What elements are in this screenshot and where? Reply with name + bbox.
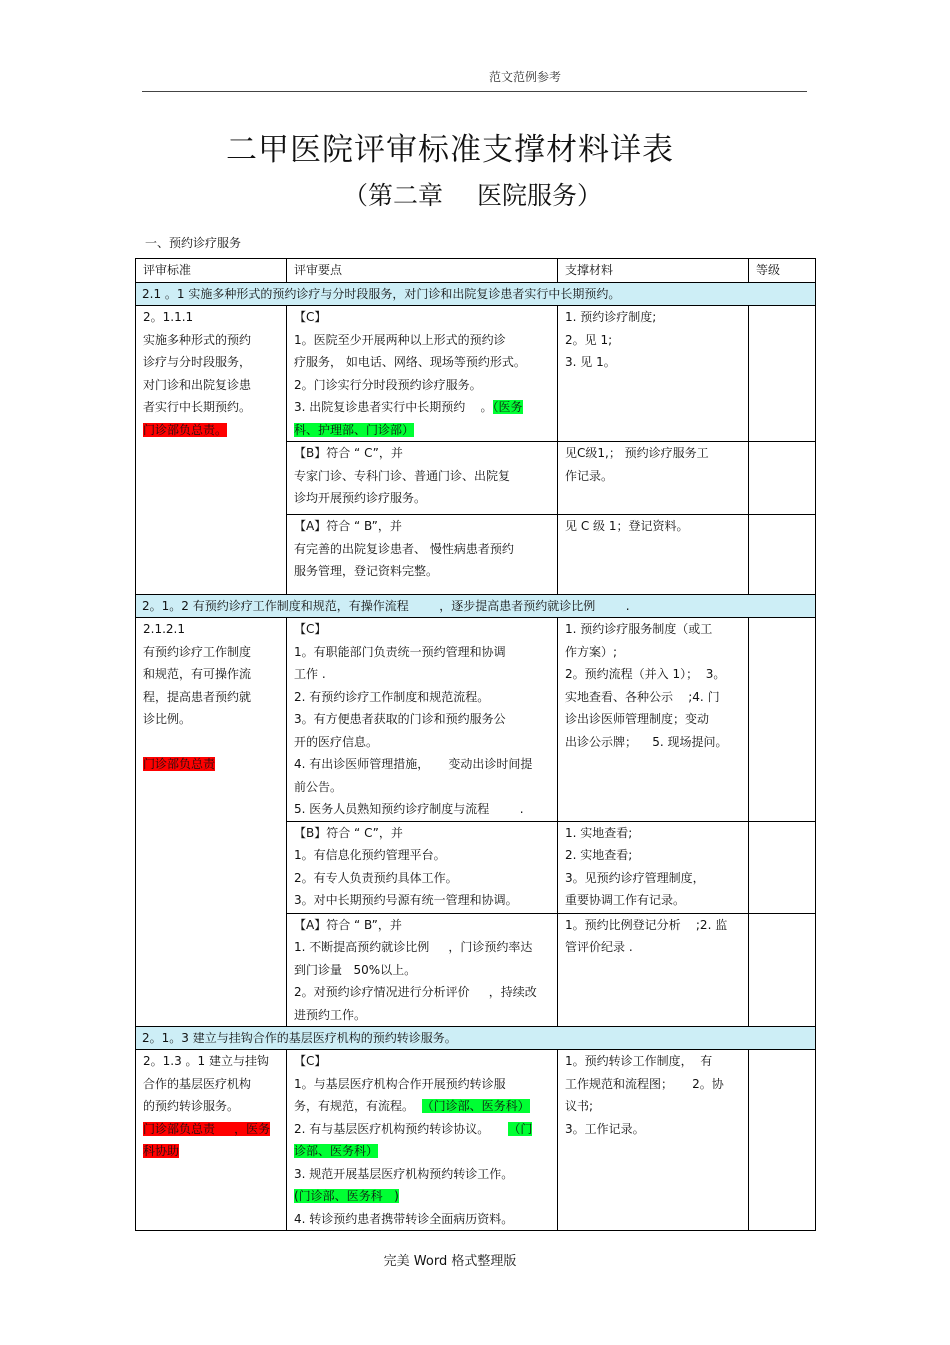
- materials-cell: 1。预约比例登记分析 ;2. 监 管评价纪录 .: [558, 913, 749, 1027]
- page-header-note: 范文范例参考: [488, 70, 561, 84]
- key-points-cell: 【A】符合 “ B”，并 1. 不断提高预约就诊比例 ，门诊预约率达 到门诊量 50%以上。 2。对预约诊疗情况进行分析评价 ，持续改 进预约工作。: [287, 913, 558, 1027]
- level-cell: [749, 821, 816, 913]
- department-tag: (门诊部、医务科 ): [294, 1189, 399, 1203]
- materials-cell: 1. 预约诊疗制度; 2。见 1; 3. 见 1。: [558, 306, 749, 442]
- header-criteria: 评审标准: [136, 259, 287, 283]
- standard-row-3: [136, 1027, 816, 1050]
- standards-table: [135, 258, 816, 1231]
- materials-cell: 1. 实地查看; 2. 实地查看; 3。见预约诊疗管理制度， 重要协调工作有记录。: [558, 821, 749, 913]
- table-row: [136, 618, 816, 822]
- key-points-cell: 【B】符合 “ C”，并 1。有信息化预约管理平台。 2。有专人负责预约具体工作。 3。对中长期预约号源有统一管理和协调。: [287, 821, 558, 913]
- key-points-cell: 【C】 1。有职能部门负责统一预约管理和协调 工作 . 2. 有预约诊疗工作制度和规范流程。 3。有方便患者获取的门诊和预约服务公 开的医疗信息。 4. 有出诊医师管理措施， 变动出诊时间提 前公告。 5. 医务人员熟知预约诊疗制度与流程 .: [287, 618, 558, 822]
- key-points-cell: 【B】符合 “ C”，并 专家门诊、专科门诊、普通门诊、出院复 诊均开展预约诊疗服务。: [287, 442, 558, 515]
- department-tag: 诊部、医务科）: [294, 1144, 379, 1158]
- page-title: 二甲医院评审标准支撑材料详表: [226, 132, 674, 168]
- level-cell: [749, 442, 816, 515]
- materials-cell: 见C级1,； 预约诊疗服务工 作记录。: [558, 442, 749, 515]
- header-divider: [142, 91, 807, 92]
- standard-row-1: [136, 283, 816, 306]
- responsibility-tag: 科协助: [143, 1144, 180, 1158]
- department-tag: 科、护理部、门诊部）: [294, 422, 415, 437]
- key-points-cell: 【C】 1。与基层医疗机构合作开展预约转诊服 务，有规范，有流程。 （门诊部、医务科） 2. 有与基层医疗机构预约转诊协议。 （门 诊部、医务科） 3. 规范开展基层医疗机构预约转诊工作。 (门诊部、医务科 ) 4. 转诊预约患者携带转诊全面病历资料。: [287, 1050, 558, 1231]
- department-tag: （门诊部、医务科）: [421, 1099, 530, 1113]
- responsibility-tag: 门诊部负总责 ，医务: [143, 1121, 271, 1136]
- level-cell: [749, 515, 816, 595]
- page-footer-note: 完美 Word 格式整理版: [383, 1254, 517, 1269]
- standard-text: 2.1 。1 实施多种形式的预约诊疗与分时段服务，对门诊和出院复诊患者实行中长期预约。: [136, 283, 816, 306]
- responsibility-tag: 门诊部负总责: [143, 757, 216, 771]
- table-row: [136, 306, 816, 442]
- section-heading: 一、预约诊疗服务: [145, 236, 242, 250]
- department-tag: （门: [508, 1121, 533, 1136]
- table-row: [136, 1050, 816, 1231]
- level-cell: [749, 913, 816, 1027]
- materials-cell: 1。预约转诊工作制度， 有 工作规范和流程图； 2。协 议书; 3。工作记录。: [558, 1050, 749, 1231]
- standard-text: 2。1。3 建立与挂钩合作的基层医疗机构的预约转诊服务。: [136, 1027, 816, 1050]
- department-tag: （医务: [492, 400, 523, 414]
- key-points-cell: 【C】 1。医院至少开展两种以上形式的预约诊 疗服务， 如电话、网络、现场等预约形式。 2。门诊实行分时段预约诊疗服务。 3. 出院复诊患者实行中长期预约 。（医务 科、护理部、门诊部）: [287, 306, 558, 442]
- standard-row-2: [136, 595, 816, 618]
- key-points-cell: 【A】符合 “ B”，并 有完善的出院复诊患者、 慢性病患者预约 服务管理，登记资料完整。: [287, 515, 558, 595]
- criteria-cell: 2.1.2.1 有预约诊疗工作制度 和规范，有可操作流 程，提高患者预约就 诊比例。 门诊部负总责: [136, 618, 287, 1027]
- materials-cell: 见 C 级 1；登记资料。: [558, 515, 749, 595]
- level-cell: [749, 1050, 816, 1231]
- header-key-points: 评审要点: [287, 259, 558, 283]
- standard-text: 2。1。2 有预约诊疗工作制度和规范，有操作流程 ，逐步提高患者预约就诊比例 .: [136, 595, 816, 618]
- criteria-cell: 2。1.1.1 实施多种形式的预约 诊疗与分时段服务， 对门诊和出院复诊患 者实行中长期预约。 门诊部负总责。: [136, 306, 287, 595]
- level-cell: [749, 306, 816, 442]
- subtitle-topic: 医院服务）: [477, 181, 603, 210]
- level-cell: [749, 618, 816, 822]
- criteria-cell: 2。1.3 。1 建立与挂钩 合作的基层医疗机构 的预约转诊服务。 门诊部负总责 ，医务 科协助: [136, 1050, 287, 1231]
- table-header-row: [136, 259, 816, 283]
- subtitle-chapter: （第二章: [342, 181, 443, 210]
- page-subtitle: [0, 176, 945, 212]
- header-level: 等级: [749, 259, 816, 283]
- header-materials: 支撑材料: [558, 259, 749, 283]
- materials-cell: 1. 预约诊疗服务制度（或工 作方案）; 2。预约流程（并入 1）； 3。 实地查看、各种公示 ;4. 门 诊出诊医师管理制度；变动 出诊公示牌； 5. 现场提问。: [558, 618, 749, 822]
- responsibility-tag: 门诊部负总责。: [143, 422, 228, 437]
